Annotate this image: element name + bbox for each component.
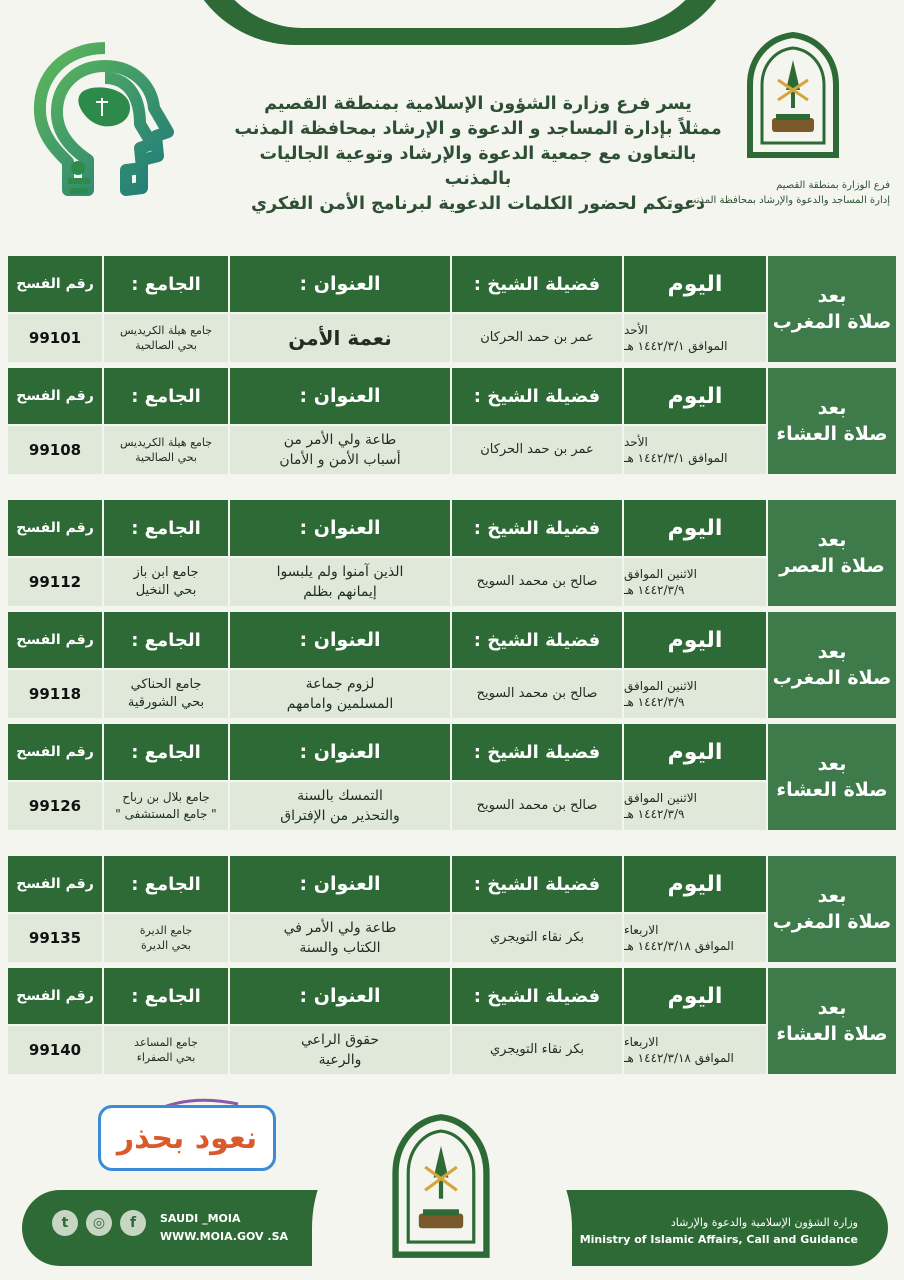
day-header: اليوم [624, 724, 766, 780]
day-line-1: الاربعاء [624, 1035, 659, 1049]
twitter-icon[interactable]: t [52, 1210, 78, 1236]
footer-contact [160, 1210, 310, 1246]
permit-code-value: 99108 [8, 426, 102, 474]
permit-code-header: رقم الفسح [8, 856, 102, 912]
prayer-name: صلاة العصر [779, 555, 885, 577]
session-row [8, 368, 896, 476]
mosque-value [104, 782, 228, 830]
prayer-name: صلاة المغرب [772, 311, 892, 333]
prayer-name: صلاة المغرب [772, 911, 892, 933]
ministry-name [558, 1214, 858, 1248]
ministry-name-en: Ministry of Islamic Affairs, Call and Guidance [579, 1233, 858, 1246]
permit-code-header: رقم الفسح [8, 724, 102, 780]
mosque-value [104, 1026, 228, 1074]
instagram-icon[interactable]: ◎ [86, 1210, 112, 1236]
mosque-line-2: بحي الصالحية [135, 451, 197, 464]
title-value [230, 782, 450, 830]
day-header: اليوم [624, 368, 766, 424]
after-label: بعد [817, 885, 847, 907]
mosque-header: الجامع : [104, 856, 228, 912]
title-value [230, 1026, 450, 1074]
prayer-label [768, 256, 896, 362]
day-value [624, 914, 766, 962]
mosque-line-2: " جامع المستشفى " [115, 807, 217, 821]
invitation-line-1: يسر فرع وزارة الشؤون الإسلامية بمنطقة القصيم [264, 94, 692, 114]
sheikh-header: فضيلة الشيخ : [452, 256, 622, 312]
top-arc-cutout [205, 0, 715, 28]
mosque-value [104, 558, 228, 606]
title-line-1: الذين آمنوا ولم يلبسوا [276, 564, 404, 580]
sheikh-header: فضيلة الشيخ : [452, 968, 622, 1024]
invitation-text [228, 92, 728, 217]
title-line-2: والرعية [318, 1052, 362, 1068]
after-label: بعد [817, 641, 847, 663]
sheikh-header: فضيلة الشيخ : [452, 368, 622, 424]
title-line-1: طاعة ولي الأمر في [283, 920, 397, 936]
title-line-2: أسباب الأمن و الأمان [279, 452, 401, 468]
day-line-2: الموافق ١٤٤٢/٣/١ هـ [624, 339, 728, 353]
day-value [624, 670, 766, 718]
permit-code-header: رقم الفسح [8, 968, 102, 1024]
mosque-header: الجامع : [104, 256, 228, 312]
day-header: اليوم [624, 500, 766, 556]
prayer-label [768, 724, 896, 830]
mosque-line-1: جامع هيلة الكريديس [119, 436, 213, 449]
prayer-label [768, 612, 896, 718]
invitation-line-3: بالتعاون مع جمعية الدعوة والإرشاد وتوعية الجاليات بالمذنب [259, 144, 697, 189]
session-row [8, 256, 896, 364]
day-header: اليوم [624, 968, 766, 1024]
invitation-line-4: دعوتكم لحضور الكلمات الدعوية لبرنامج الأمن الفكري [250, 194, 706, 214]
title-value [230, 914, 450, 962]
branch-note-line-2: إدارة المساجد والدعوة والإرشاد بمحافظة المذنب [686, 195, 890, 206]
title-line-2: والتحذير من الإفتراق [280, 808, 400, 824]
permit-code-value: 99126 [8, 782, 102, 830]
prayer-name: صلاة العشاء [776, 779, 888, 801]
day-header: اليوم [624, 612, 766, 668]
mosque-header: الجامع : [104, 500, 228, 556]
prayer-label [768, 856, 896, 962]
session-row [8, 724, 896, 832]
after-label: بعد [817, 285, 847, 307]
ministry-name-ar: وزارة الشؤون الإسلامية والدعوة والإرشاد [670, 1216, 858, 1229]
prayer-label [768, 968, 896, 1074]
day-value [624, 314, 766, 362]
day-header: اليوم [624, 256, 766, 312]
sheikh-value: بكر نقاء التويجري [452, 914, 622, 962]
sheikh-value: عمر بن حمد الحركان [452, 314, 622, 362]
title-header: العنوان : [230, 612, 450, 668]
mosque-header: الجامع : [104, 612, 228, 668]
mosque-value [104, 914, 228, 962]
title-line-2: إيمانهم بظلم [303, 584, 377, 600]
permit-code-value: 99118 [8, 670, 102, 718]
title-header: العنوان : [230, 856, 450, 912]
sheikh-header: فضيلة الشيخ : [452, 500, 622, 556]
social-handle[interactable]: SAUDI _MOIA [160, 1212, 241, 1225]
permit-code-value: 99135 [8, 914, 102, 962]
ministry-emblem-bottom [382, 1112, 500, 1260]
mosque-value [104, 670, 228, 718]
sheikh-header: فضيلة الشيخ : [452, 856, 622, 912]
title-header: العنوان : [230, 256, 450, 312]
facebook-icon[interactable]: f [120, 1210, 146, 1236]
day-header: اليوم [624, 856, 766, 912]
ministry-emblem-top [738, 30, 848, 160]
permit-code-header: رقم الفسح [8, 500, 102, 556]
title-line-1: لزوم جماعة [305, 676, 375, 692]
day-line-1: الأحد [624, 435, 648, 449]
mosque-line-2: بحي الديرة [141, 939, 191, 952]
title-line-1: حقوق الراعي [300, 1032, 380, 1048]
permit-code-value: 99112 [8, 558, 102, 606]
title-line-2: الكتاب والسنة [299, 940, 381, 956]
campaign-logo-text: نعود بحذر [116, 1120, 258, 1156]
prayer-label [768, 368, 896, 474]
prayer-name: صلاة المغرب [772, 667, 892, 689]
title-header: العنوان : [230, 368, 450, 424]
mosque-header: الجامع : [104, 968, 228, 1024]
permit-code-header: رقم الفسح [8, 256, 102, 312]
website-link[interactable]: WWW.MOIA.GOV .SA [160, 1230, 289, 1243]
mosque-value [104, 426, 228, 474]
prayer-name: صلاة العشاء [776, 1023, 888, 1045]
mosque-line-2: بحي النخيل [135, 583, 197, 598]
mosque-line-1: جامع المساعد [134, 1036, 198, 1049]
title-header: العنوان : [230, 724, 450, 780]
day-line-2: ١٤٤٢/٣/٩ هـ [624, 807, 685, 821]
day-value [624, 1026, 766, 1074]
after-label: بعد [817, 397, 847, 419]
permit-code-header: رقم الفسح [8, 612, 102, 668]
after-label: بعد [817, 529, 847, 551]
day-value [624, 782, 766, 830]
sheikh-value: صالح بن محمد السويح [452, 558, 622, 606]
mosque-line-1: جامع الديرة [139, 924, 193, 937]
day-line-2: الموافق ١٤٤٢/٣/١٨ هـ [624, 1051, 734, 1065]
day-line-1: الاثنين الموافق [624, 791, 697, 805]
sheikh-value: عمر بن حمد الحركان [452, 426, 622, 474]
session-row [8, 500, 896, 608]
sheikh-value: بكر نقاء التويجري [452, 1026, 622, 1074]
sheikh-header: فضيلة الشيخ : [452, 724, 622, 780]
day-value [624, 558, 766, 606]
prayer-label [768, 500, 896, 606]
day-value [624, 426, 766, 474]
day-line-2: ١٤٤٢/٣/٩ هـ [624, 583, 685, 597]
day-line-1: الاثنين الموافق [624, 679, 697, 693]
sheikh-value: صالح بن محمد السويح [452, 670, 622, 718]
invitation-line-2: ممثلاً بإدارة المساجد و الدعوة و الإرشاد بمحافظة المذنب [234, 119, 722, 139]
title-value [230, 558, 450, 606]
campaign-logo [98, 1105, 276, 1171]
permit-code-value: 99140 [8, 1026, 102, 1074]
title-line-1: التمسك بالسنة [297, 788, 383, 804]
mosque-value [104, 314, 228, 362]
mosque-line-2: بحي الصالحية [135, 339, 197, 352]
title-line-1: نعمة الأمن [288, 326, 392, 350]
session-row [8, 856, 896, 964]
day-line-2: الموافق ١٤٤٢/٣/١ هـ [624, 451, 728, 465]
session-row [8, 612, 896, 720]
permit-code-header: رقم الفسح [8, 368, 102, 424]
day-line-1: الأحد [624, 323, 648, 337]
day-line-2: ١٤٤٢/٣/٩ هـ [624, 695, 685, 709]
title-value [230, 426, 450, 474]
prayer-name: صلاة العشاء [776, 423, 888, 445]
session-row [8, 968, 896, 1076]
sheikh-header: فضيلة الشيخ : [452, 612, 622, 668]
title-header: العنوان : [230, 968, 450, 1024]
mosque-line-1: جامع الحناكي [130, 677, 202, 692]
day-line-1: الاثنين الموافق [624, 567, 697, 581]
title-value [230, 670, 450, 718]
day-line-2: الموافق ١٤٤٢/٣/١٨ هـ [624, 939, 734, 953]
mosque-line-2: بحي الشورقية [127, 695, 205, 710]
mosque-line-2: بحي الصفراء [136, 1051, 196, 1064]
mosque-header: الجامع : [104, 724, 228, 780]
intellectual-security-head-logo [30, 40, 180, 220]
mosque-line-1: جامع بلال بن رباح [122, 790, 210, 804]
mosque-line-1: جامع هيلة الكريديس [119, 324, 213, 337]
permit-code-value: 99101 [8, 314, 102, 362]
branch-note-line-1: فرع الوزارة بمنطقة القصيم [776, 180, 890, 191]
title-header: العنوان : [230, 500, 450, 556]
day-line-1: الاربعاء [624, 923, 659, 937]
title-line-2: المسلمين وامامهم [286, 696, 394, 712]
after-label: بعد [817, 753, 847, 775]
after-label: بعد [817, 997, 847, 1019]
mosque-line-1: جامع ابن باز [133, 565, 199, 580]
sheikh-value: صالح بن محمد السويح [452, 782, 622, 830]
title-line-1: طاعة ولي الأمر من [283, 432, 397, 448]
mosque-header: الجامع : [104, 368, 228, 424]
title-value [230, 314, 450, 362]
